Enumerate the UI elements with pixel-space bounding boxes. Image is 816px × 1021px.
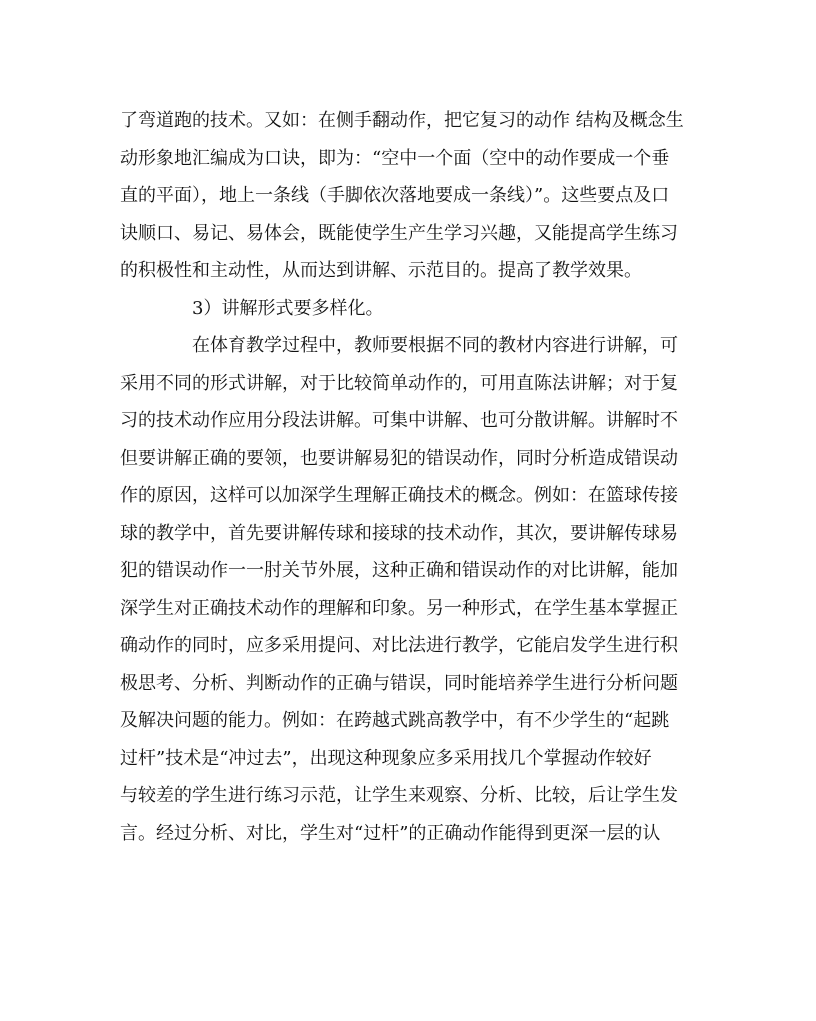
text-line: 犯的错误动作一一肘关节外展，这种正确和错误动作的对比讲解，能加 (120, 560, 678, 581)
text-line: 深学生对正确技术动作的理解和印象。另一种形式，在学生基本掌握正 (120, 597, 678, 619)
paragraph-continued (120, 102, 720, 290)
text-line: 了弯道跑的技术。又如：在侧手翻动作，把它复习的动作 结构及概念生 (120, 110, 684, 131)
text-line: 作的原因，这样可以加深学生理解正确技术的概念。例如：在篮球传接 (120, 485, 678, 506)
text-line: 动形象地汇编成为口诀，即为：“空中一个面（空中的动作要成一个垂 (120, 147, 670, 169)
text-line: 极思考、分析、判断动作的正确与错误，同时能培养学生进行分析问题 (120, 672, 678, 694)
section-heading: 3）讲解形式要多样化。 (192, 297, 384, 319)
paragraph-main (120, 327, 720, 852)
text-line: 习的技术动作应用分段法讲解。可集中讲解、也可分散讲解。讲解时不 (120, 410, 678, 431)
text-line: 确动作的同时，应多采用提问、对比法进行教学，它能启发学生进行积 (120, 635, 678, 656)
text-line: 但要讲解正确的要领，也要讲解易犯的错误动作，同时分析造成错误动 (120, 447, 678, 469)
text-line: 言。经过分析、对比，学生对“过杆”的正确动作能得到更深一层的认 (120, 822, 661, 844)
text-line: 直的平面），地上一条线（手脚依次落地要成一条线）”。这些要点及口 (120, 185, 670, 206)
text-line: 诀顺口、易记、易体会，既能使学生产生学习兴趣，又能提高学生练习 (120, 222, 678, 244)
text-line: 与较差的学生进行练习示范，让学生来观察、分析、比较，后让学生发 (120, 785, 678, 806)
text-line: 采用不同的形式讲解，对于比较简单动作的，可用直陈法讲解；对于复 (120, 372, 678, 394)
text-line: 在体育教学过程中，教师要根据不同的教材内容进行讲解，可 (192, 335, 678, 356)
text-line: 球的教学中，首先要讲解传球和接球的技术动作，其次，要讲解传球易 (120, 522, 678, 544)
document-body (120, 102, 720, 852)
text-line: 及解决问题的能力。例如：在跨越式跳高教学中，有不少学生的“起跳 (120, 710, 670, 731)
text-line: 的积极性和主动性，从而达到讲解、示范目的。提高了教学效果。 (120, 260, 642, 281)
text-line: 过杆”技术是“冲过去”，出现这种现象应多采用找几个掌握动作较好 (120, 747, 652, 769)
